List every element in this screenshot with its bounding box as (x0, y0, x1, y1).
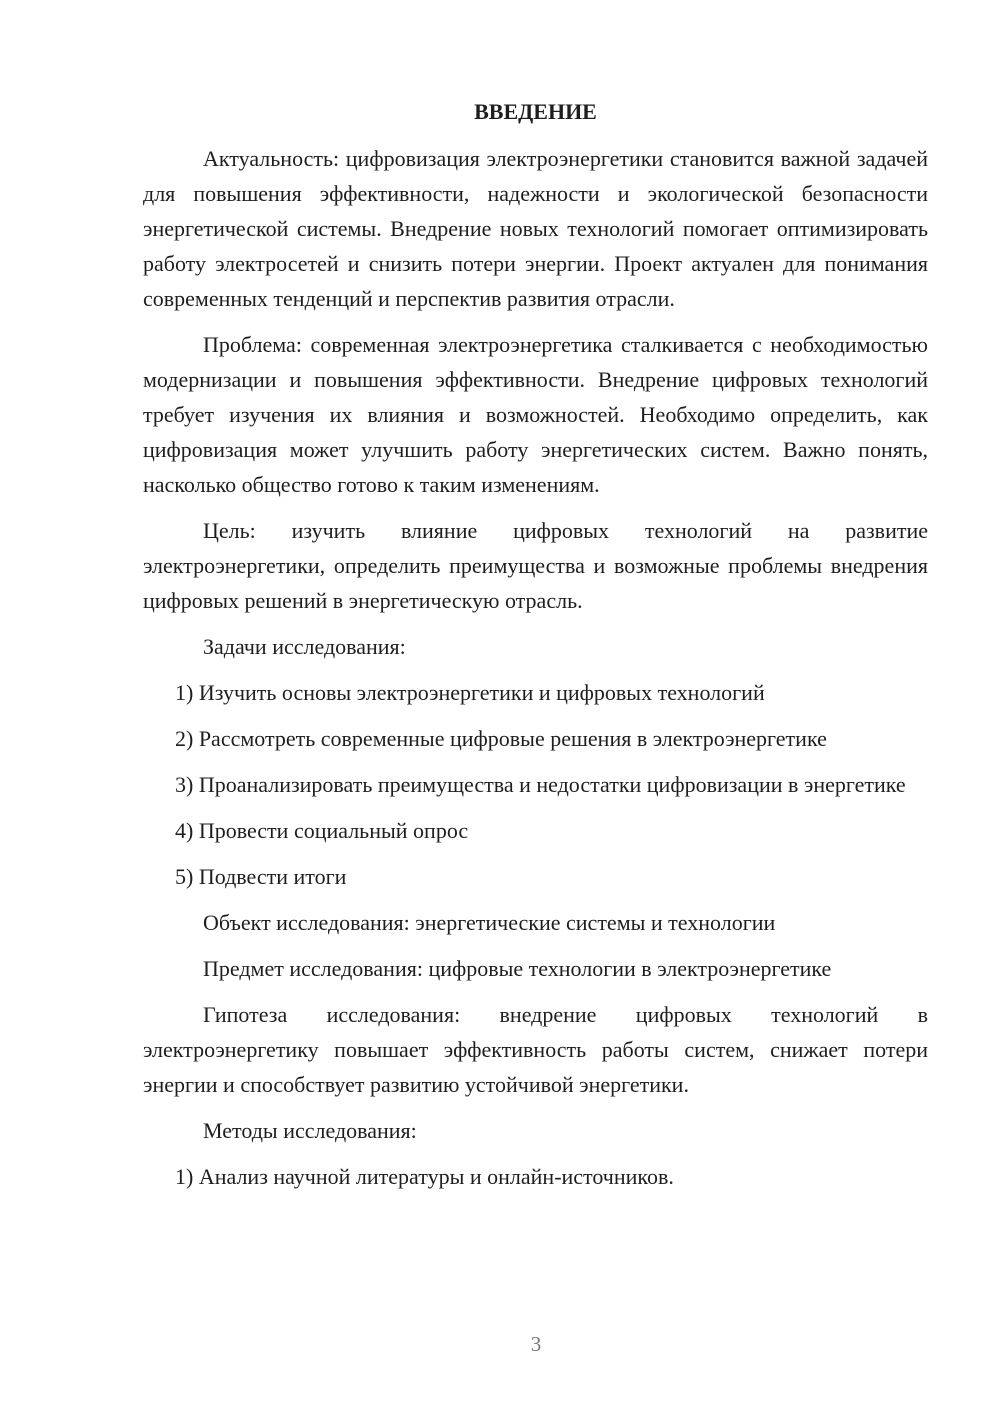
subject-paragraph: Предмет исследования: цифровые технологии в электроэнергетике (203, 956, 832, 981)
task-item: 2) Рассмотреть современные цифровые решения в электроэнергетике (175, 726, 827, 751)
document-page (143, 94, 928, 1205)
relevance-paragraph: Актуальность: цифровизация электроэнергетики становится важной задачей для повышения эффективности, надежности и экологической безопасности энергетической системы. Внедрение новых технологий помогает оптимизировать работу электросетей и снизить потери энергии. Проект актуален для понимания современных тенденций и перспектив развития отрасли. (143, 146, 928, 311)
problem-paragraph: Проблема: современная электроэнергетика сталкивается с необходимостью модернизации и повышения эффективности. Внедрение цифровых технологий требует изучения их влияния и возможностей. Необходимо определить, как цифровизация может улучшить работу энергетических систем. Важно понять, насколько общество готово к таким изменениям. (143, 332, 928, 497)
task-item: 3) Проанализировать преимущества и недостатки цифровизации в энергетике (175, 772, 906, 797)
goal-paragraph: Цель: изучить влияние цифровых технологий на развитие электроэнергетики, определить преимущества и возможные проблемы внедрения цифровых решений в энергетическую отрасль. (143, 518, 928, 613)
methods-title: Методы исследования: (203, 1118, 417, 1143)
hypothesis-paragraph: Гипотеза исследования: внедрение цифровых технологий в электроэнергетику повышает эффективность работы систем, снижает потери энергии и способствует развитию устойчивой энергетики. (143, 1002, 928, 1097)
section-heading: ВВЕДЕНИЕ (474, 99, 597, 124)
task-item: 1) Изучить основы электроэнергетики и цифровых технологий (175, 680, 765, 705)
page-number: 3 (530, 1332, 542, 1356)
object-paragraph: Объект исследования: энергетические системы и технологии (203, 910, 776, 935)
task-item: 4) Провести социальный опрос (175, 818, 469, 843)
tasks-title: Задачи исследования: (203, 634, 406, 659)
method-item: 1) Анализ научной литературы и онлайн-источников. (175, 1164, 674, 1189)
task-item: 5) Подвести итоги (175, 864, 347, 889)
